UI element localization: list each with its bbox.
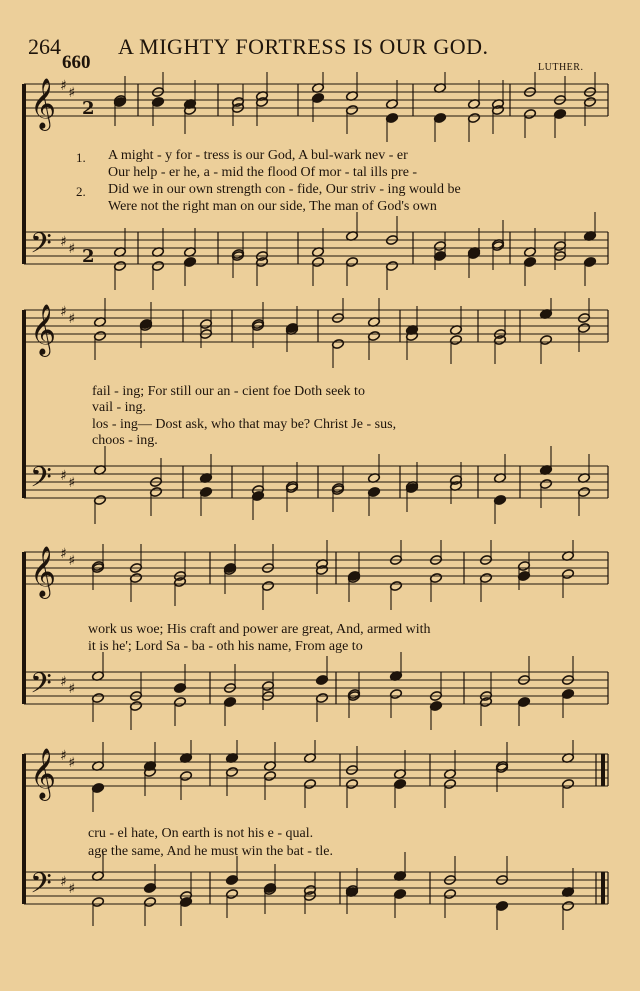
lyric-line: Our help - er he, a - mid the flood Of mor - tal ills pre -: [108, 165, 418, 180]
treble-clef-icon: 𝄞: [30, 748, 57, 799]
lyric-line: los - ing— Dost ask, who that may be? Christ Je - sus,: [92, 417, 397, 432]
lyric-line: vail - ing.: [92, 400, 147, 415]
sharp-icon: ♯: [68, 553, 76, 570]
lyric-line: age the same, And he must win the bat - tle.: [88, 844, 333, 859]
bass-clef-icon: 𝄢: [30, 667, 52, 707]
lyric-line: work us woe; His craft and power are great, And, armed with: [88, 622, 431, 637]
sharp-icon: ♯: [60, 674, 67, 690]
sharp-icon: ♯: [60, 304, 67, 320]
verse-number-2: 2.: [76, 184, 86, 199]
sharp-icon: ♯: [60, 748, 67, 764]
lyric-line: it is he'; Lord Sa - ba - oth his name, From age to: [88, 639, 363, 654]
verse-number-1: 1.: [76, 150, 86, 165]
sharp-icon: ♯: [60, 546, 67, 562]
sharp-icon: ♯: [68, 311, 76, 328]
lyric-line: fail - ing; For still our an - cient foe Doth seek to: [92, 384, 365, 399]
composer-credit: LUTHER.: [538, 62, 584, 73]
sharp-icon: ♯: [68, 475, 76, 492]
sharp-icon: ♯: [68, 241, 76, 258]
sharp-icon: ♯: [68, 755, 76, 772]
sharp-icon: ♯: [68, 881, 76, 898]
bass-clef-icon: 𝄢: [30, 227, 52, 267]
treble-clef-icon: 𝄞: [30, 78, 57, 129]
lyric-line: Were not the right man on our side, The man of God's own: [108, 199, 437, 214]
lyric-line: Did we in our own strength con - fide, Our striv - ing would be: [108, 182, 461, 197]
time-signature: 2: [82, 98, 95, 119]
treble-clef-icon: 𝄞: [30, 546, 57, 597]
lyric-line: cru - el hate, On earth is not his e - qual.: [88, 826, 314, 841]
page-number: 264: [28, 34, 61, 59]
treble-clef-icon: 𝄞: [30, 304, 57, 355]
sharp-icon: ♯: [68, 681, 76, 698]
sharp-icon: ♯: [60, 874, 67, 890]
time-signature: 2: [82, 246, 95, 267]
bass-clef-icon: 𝄢: [30, 461, 52, 501]
sharp-icon: ♯: [60, 468, 67, 484]
sharp-icon: ♯: [60, 78, 67, 94]
sharp-icon: ♯: [60, 234, 67, 250]
bass-clef-icon: 𝄢: [30, 867, 52, 907]
hymn-title: A MIGHTY FORTRESS IS OUR GOD.: [118, 34, 489, 59]
sharp-icon: ♯: [68, 85, 76, 102]
lyric-line: A might - y for - tress is our God, A bul-wark nev - er: [108, 148, 408, 163]
hymn-number: 660: [62, 52, 91, 73]
lyric-line: choos - ing.: [92, 433, 158, 448]
